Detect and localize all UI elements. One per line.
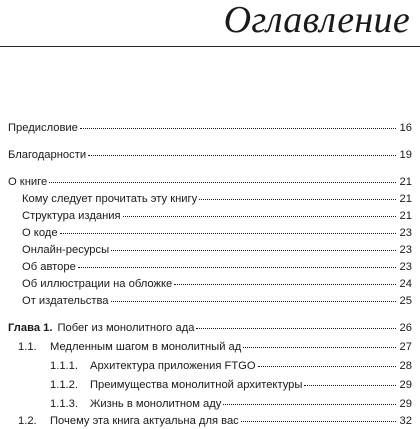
toc-entry-label: О книге	[8, 176, 48, 188]
dot-leader	[80, 128, 396, 129]
toc-entry-label: Об авторе	[22, 261, 76, 273]
toc-entry-label: О коде	[22, 227, 58, 239]
dot-leader	[49, 182, 395, 183]
toc-entry-page: 26	[399, 322, 412, 334]
toc-entry-number: 1.1.1.	[50, 360, 78, 372]
toc-entry-page: 23	[399, 261, 412, 273]
toc-entry-number: 1.2.	[18, 415, 37, 427]
toc-entry-label: Почему эта книга актуальна для вас	[50, 415, 239, 427]
toc-entry-number: Глава 1.	[8, 322, 53, 334]
toc-entry[interactable]	[22, 225, 412, 241]
page-title: Оглавление	[223, 0, 410, 41]
toc-entry-label: Предисловие	[8, 122, 78, 134]
toc-entry[interactable]	[22, 293, 412, 309]
toc-entry-number: 1.1.	[18, 341, 37, 353]
toc-entry-label: Об иллюстрации на обложке	[22, 278, 173, 290]
dot-leader	[78, 267, 396, 268]
toc-entry-label: Побег из монолитного ада	[57, 322, 195, 334]
toc-entry[interactable]	[8, 120, 412, 136]
toc-entry[interactable]	[8, 174, 412, 190]
toc-entry-page: 28	[399, 360, 412, 372]
toc-entry-page: 21	[399, 210, 412, 222]
dot-leader	[111, 301, 396, 302]
dot-leader	[199, 199, 395, 200]
dot-leader	[196, 328, 395, 329]
toc-entry[interactable]	[50, 358, 412, 374]
toc-entry[interactable]	[22, 276, 412, 292]
toc-entry-page: 21	[399, 193, 412, 205]
toc-entry-label: Медленным шагом в монолитный ад	[50, 341, 242, 353]
dot-leader	[60, 233, 396, 234]
dot-leader	[241, 421, 396, 422]
toc-entry-page: 29	[399, 398, 412, 410]
toc-entry-number: 1.1.3.	[50, 398, 78, 410]
toc-entry-page: 29	[399, 379, 412, 391]
dot-leader	[258, 366, 396, 367]
dot-leader	[174, 284, 395, 285]
toc-entry-page: 27	[399, 341, 412, 353]
toc-entry[interactable]	[22, 259, 412, 275]
dot-leader	[304, 385, 395, 386]
toc-entry[interactable]	[50, 377, 412, 393]
toc-entry-page: 25	[399, 295, 412, 307]
toc-entry-label: Онлайн-ресурсы	[22, 244, 110, 256]
toc-entry-page: 23	[399, 244, 412, 256]
dot-leader	[88, 155, 395, 156]
toc-entry-page: 21	[399, 176, 412, 188]
toc-chapter-entry[interactable]	[8, 320, 412, 336]
title-divider	[0, 46, 420, 47]
dot-leader	[223, 404, 395, 405]
toc-entry-label: Благодарности	[8, 149, 87, 161]
toc-entry-page: 24	[399, 278, 412, 290]
toc-entry-page: 16	[399, 122, 412, 134]
toc-entry-page: 32	[399, 415, 412, 427]
toc-entry-label: Структура издания	[22, 210, 121, 222]
toc-entry[interactable]	[18, 339, 412, 355]
toc-entry-number: 1.1.2.	[50, 379, 78, 391]
toc-entry-page: 19	[399, 149, 412, 161]
toc-entry[interactable]	[18, 413, 412, 429]
toc-entry-label: От издательства	[22, 295, 109, 307]
toc-entry[interactable]	[22, 191, 412, 207]
toc-entry-label: Жизнь в монолитном аду	[90, 398, 222, 410]
toc-entry-label: Архитектура приложения FTGO	[90, 360, 256, 372]
toc-entry-label: Преимущества монолитной архитектуры	[90, 379, 303, 391]
dot-leader	[111, 250, 395, 251]
toc-entry[interactable]	[8, 147, 412, 163]
toc-entry-label: Кому следует прочитать эту книгу	[22, 193, 198, 205]
toc-entry[interactable]	[22, 208, 412, 224]
dot-leader	[243, 347, 395, 348]
toc-entry[interactable]	[22, 242, 412, 258]
toc-entry[interactable]	[50, 396, 412, 412]
toc-entry-page: 23	[399, 227, 412, 239]
dot-leader	[123, 216, 396, 217]
